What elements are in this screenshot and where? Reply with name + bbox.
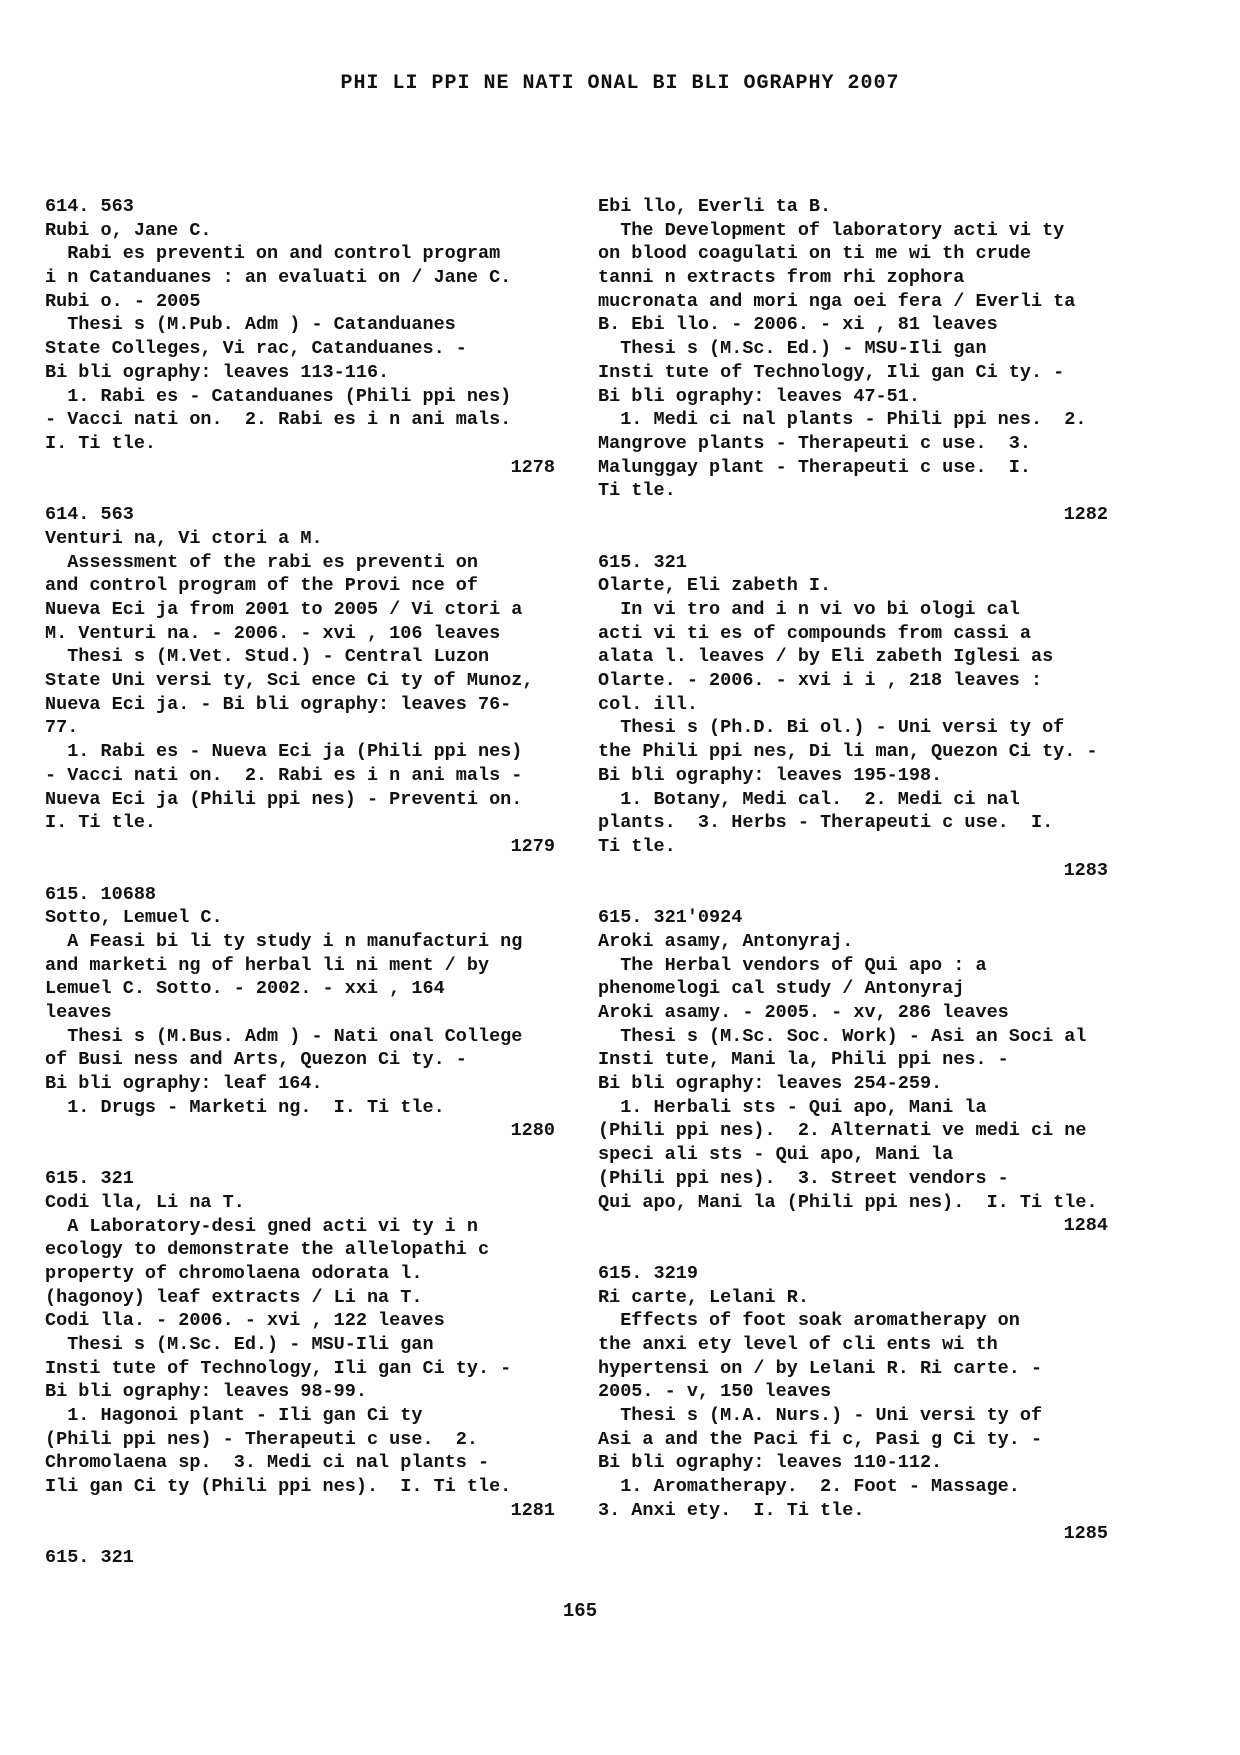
entry-line: Ebi llo, Everli ta B. [598, 196, 832, 217]
entry-line: Bi bli ography: leaves 113-116. [45, 361, 390, 383]
entry-line: tanni n extracts from rhi zophora [598, 267, 965, 289]
entry-line: Mangrove plants - Therapeuti c use. 3. [598, 432, 1031, 454]
entry-line: 614. 563 [45, 196, 134, 217]
entry-line: I. Ti tle. [45, 812, 157, 834]
entry-line: 615. 10688 [45, 883, 157, 905]
page-title: PHI LI PPI NE NATI ONAL BI BLI OGRAPHY 2007 [340, 72, 900, 95]
entry-line: ecology to demonstrate the allelopathi c [45, 1239, 490, 1261]
entry-line: (hagonoy) leaf extracts / Li na T. [45, 1286, 423, 1308]
entry-line: 2005. - v, 150 leaves [598, 1381, 832, 1403]
entry-line: Thesi s (M.Pub. Adm ) - Catanduanes [45, 314, 456, 336]
entry-number: 1280 [510, 1120, 555, 1142]
entry-line: Asi a and the Paci fi c, Pasi g Ci ty. - [598, 1428, 1043, 1450]
entry-line: alata l. leaves / by Eli zabeth Iglesi as [598, 646, 1054, 668]
left-column [45, 195, 555, 1594]
entry-line: - Vacci nati on. 2. Rabi es i n ani mals - [45, 764, 523, 786]
entry-line: (Phili ppi nes). 2. Alternati ve medi ci ne [598, 1120, 1087, 1142]
entry-line: Codi lla. - 2006. - xvi , 122 leaves [45, 1310, 445, 1332]
entry-line: Rubi o, Jane C. [45, 219, 212, 241]
entry-line: - Vacci nati on. 2. Rabi es i n ani mals. [45, 409, 512, 431]
entry-line: In vi tro and i n vi vo bi ologi cal [598, 599, 1020, 620]
entry-line: Nueva Eci ja from 2001 to 2005 / Vi ctori a [45, 599, 523, 620]
entry-line: 1. Herbali sts - Qui apo, Mani la [598, 1096, 987, 1118]
entry-line: The Development of laboratory acti vi ty [598, 219, 1065, 241]
bibliography-entry [45, 1167, 555, 1522]
entry-line: 1. Aromatherapy. 2. Foot - Massage. [598, 1476, 1020, 1498]
entry-line: Codi lla, Li na T. [45, 1191, 245, 1213]
entry-line: Ili gan Ci ty (Phili ppi nes). I. Ti tle. [45, 1476, 512, 1498]
entry-line: plants. 3. Herbs - Therapeuti c use. I. [598, 812, 1054, 834]
bibliography-entry [45, 883, 555, 1144]
entry-line: Ti tle. [598, 835, 676, 857]
entry-line: Assessment of the rabi es preventi on [45, 551, 478, 573]
entry-line: State Uni versi ty, Sci ence Ci ty of Munoz, [45, 670, 534, 692]
entry-line: Bi bli ography: leaves 254-259. [598, 1073, 943, 1095]
entry-number: 1279 [510, 835, 555, 857]
entry-line: speci ali sts - Qui apo, Mani la [598, 1144, 954, 1166]
entry-line: leaves [45, 1002, 112, 1023]
entry-line: B. Ebi llo. - 2006. - xi , 81 leaves [598, 314, 998, 336]
entry-number: 1284 [1063, 1215, 1108, 1237]
entry-line: A Laboratory-desi gned acti vi ty i n [45, 1215, 478, 1237]
entry-line: Insti tute of Technology, Ili gan Ci ty. - [45, 1357, 512, 1379]
entry-line: 615. 321 [45, 1168, 134, 1190]
entry-line: Sotto, Lemuel C. [45, 907, 223, 929]
entry-line: Venturi na, Vi ctori a M. [45, 527, 323, 549]
entry-line: the Phili ppi nes, Di li man, Quezon Ci ty. - [598, 741, 1098, 763]
entry-number: 1281 [510, 1499, 555, 1521]
entry-line: of Busi ness and Arts, Quezon Ci ty. - [45, 1049, 467, 1071]
entry-line: Bi bli ography: leaves 195-198. [598, 764, 943, 786]
bibliography-entry [598, 906, 1108, 1238]
entry-line: 615. 321'0924 [598, 907, 743, 929]
entry-line: Rabi es preventi on and control program [45, 243, 501, 265]
entry-line: The Herbal vendors of Qui apo : a [598, 954, 987, 976]
page-number: 165 [562, 1600, 598, 1622]
entry-line: Effects of foot soak aromatherapy on [598, 1310, 1020, 1332]
entry-line: hypertensi on / by Lelani R. Ri carte. - [598, 1357, 1043, 1379]
entry-line: Thesi s (Ph.D. Bi ol.) - Uni versi ty of [598, 717, 1065, 739]
entry-line: 1. Rabi es - Catanduanes (Phili ppi nes) [45, 385, 512, 407]
entry-line: 615. 3219 [598, 1262, 698, 1284]
entry-line: on blood coagulati on ti me wi th crude [598, 243, 1031, 265]
entry-line: Ri carte, Lelani R. [598, 1286, 809, 1308]
entry-line: 1. Medi ci nal plants - Phili ppi nes. 2. [598, 409, 1087, 431]
entry-line: Bi bli ography: leaves 98-99. [45, 1381, 367, 1403]
entry-line: 1. Drugs - Marketi ng. I. Ti tle. [45, 1096, 445, 1118]
entry-line: (Phili ppi nes). 3. Street vendors - [598, 1167, 1009, 1189]
entry-line: I. Ti tle. [45, 432, 157, 454]
entry-line: Bi bli ography: leaves 110-112. [598, 1452, 943, 1474]
entry-line: mucronata and mori nga oei fera / Everli ta [598, 290, 1076, 312]
bibliography-entry [598, 1262, 1108, 1546]
entry-line: Lemuel C. Sotto. - 2002. - xxi , 164 [45, 978, 445, 1000]
entry-line: and control program of the Provi nce of [45, 575, 478, 597]
entry-line: Aroki asamy. - 2005. - xv, 286 leaves [598, 1002, 1009, 1023]
entry-line: 615. 321 [598, 551, 687, 573]
entry-line: Bi bli ography: leaf 164. [45, 1073, 323, 1095]
entry-line: Nueva Eci ja. - Bi bli ography: leaves 76- [45, 693, 512, 715]
entry-line: Malunggay plant - Therapeuti c use. I. [598, 456, 1031, 478]
entry-line: A Feasi bi li ty study i n manufacturi ng [45, 930, 523, 952]
entry-line: 3. Anxi ety. I. Ti tle. [598, 1499, 865, 1521]
entry-line: (Phili ppi nes) - Therapeuti c use. 2. [45, 1428, 478, 1450]
entry-line: Nueva Eci ja (Phili ppi nes) - Preventi on. [45, 788, 523, 810]
entry-line: Qui apo, Mani la (Phili ppi nes). I. Ti tle. [598, 1191, 1098, 1213]
entry-line: M. Venturi na. - 2006. - xvi , 106 leaves [45, 622, 501, 644]
entry-line: phenomelogi cal study / Antonyraj [598, 978, 965, 1000]
entry-line: i n Catanduanes : an evaluati on / Jane C. [45, 267, 512, 289]
entry-line: Rubi o. - 2005 [45, 290, 201, 312]
entry-line: Olarte. - 2006. - xvi i i , 218 leaves : [598, 670, 1043, 692]
bibliography-entry [598, 195, 1108, 527]
entry-line: State Colleges, Vi rac, Catanduanes. - [45, 338, 467, 360]
entry-number: 1278 [510, 456, 555, 478]
entry-line: 77. [45, 717, 79, 739]
entry-line: col. ill. [598, 693, 698, 715]
entry-number: 1282 [1063, 503, 1108, 525]
entry-line: Bi bli ography: leaves 47-51. [598, 385, 920, 407]
entry-line: the anxi ety level of cli ents wi th [598, 1333, 998, 1355]
entry-line: Insti tute of Technology, Ili gan Ci ty. - [598, 361, 1065, 383]
entry-line: Olarte, Eli zabeth I. [598, 575, 832, 597]
entry-line: Thesi s (M.Sc. Ed.) - MSU-Ili gan [598, 338, 987, 360]
entry-line: 615. 321 [45, 1547, 134, 1569]
bibliography-entry [598, 551, 1108, 883]
entry-line: Chromolaena sp. 3. Medi ci nal plants - [45, 1452, 490, 1474]
entry-line: 1. Rabi es - Nueva Eci ja (Phili ppi nes) [45, 741, 523, 763]
bibliography-entry [45, 1546, 555, 1570]
entry-line: property of chromolaena odorata l. [45, 1262, 423, 1284]
entry-line: Thesi s (M.Sc. Soc. Work) - Asi an Soci al [598, 1025, 1087, 1047]
entry-line: Thesi s (M.A. Nurs.) - Uni versi ty of [598, 1405, 1043, 1426]
entry-line: Thesi s (M.Sc. Ed.) - MSU-Ili gan [45, 1333, 434, 1355]
entry-line: and marketi ng of herbal li ni ment / by [45, 954, 490, 976]
right-column [598, 195, 1108, 1570]
entry-line: Insti tute, Mani la, Phili ppi nes. - [598, 1049, 1009, 1071]
entry-line: 1. Hagonoi plant - Ili gan Ci ty [45, 1405, 423, 1426]
entry-line: 614. 563 [45, 504, 134, 526]
bibliography-entry [45, 503, 555, 858]
entry-number: 1283 [1063, 859, 1108, 881]
entry-line: 1. Botany, Medi cal. 2. Medi ci nal [598, 788, 1020, 810]
entry-line: Ti tle. [598, 480, 676, 502]
entry-number: 1285 [1063, 1523, 1108, 1545]
entry-line: Aroki asamy, Antonyraj. [598, 930, 854, 952]
entry-line: Thesi s (M.Vet. Stud.) - Central Luzon [45, 646, 490, 668]
bibliography-entry [45, 195, 555, 479]
entry-line: Thesi s (M.Bus. Adm ) - Nati onal College [45, 1025, 523, 1047]
entry-line: acti vi ti es of compounds from cassi a [598, 622, 1031, 644]
